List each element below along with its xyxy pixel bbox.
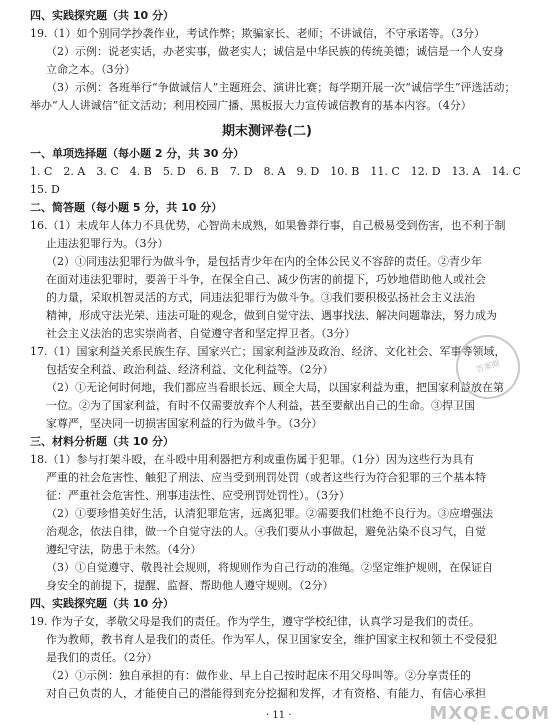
answer-line: 止违法犯罪行为。（3分） <box>46 237 169 250</box>
answer-stamp: 答案圈 <box>448 327 529 408</box>
answer-line: 治观念，依法自律，做一个自觉守法的人。④我们要从小事做起，避免沾染不良习气，自觉 <box>46 525 486 538</box>
answer-line: （3）①自觉遵守、敬畏社会规则，将规则作为自己行动的准绳。②坚定维护规则，在保证自 <box>46 561 493 574</box>
answer-line: 家尊严，坚决同一切损害国家利益的行为做斗争。（3分） <box>46 417 323 430</box>
answer-line: 身安全的前提下，提醒、监督、帮助他人遵守规则。（2分） <box>46 579 334 592</box>
answer-line: 18.（1）参与打架斗殴，在斗殴中用利器把方利或重伤属于犯罪。（1分）因为这些行为具有 <box>30 453 474 466</box>
answer-line: 对自己负责的人，才能使自己的潜能得到充分挖掘和发挥，才有资格、有能力、有信心承担 <box>46 687 486 700</box>
answer-line: （2）①示例：独自承担的有：做作业、早上自己按时起床不用父母叫等。②分享责任的 <box>46 669 471 682</box>
answer-line: （3）示例：各班举行“争做诚信人”主题班会、演讲比赛；每学期开展一次“诚信学生”评选活动； <box>46 81 516 94</box>
watermark-logo: MXQE.COM <box>429 703 550 724</box>
section-heading: 二、简答题（每小题 5 分，共 10 分） <box>30 201 223 214</box>
answer-line: 征：严重社会危害性、刑事违法性、应受刑罚处罚性）。（3分） <box>46 489 350 502</box>
answer-line: 作为教师，教书育人是我们的责任。作为军人，保卫国家安全，维护国家主权和领土不受侵犯 <box>46 633 497 646</box>
answer-line: 社会主义法治的忠实崇尚者、自觉遵守者和坚定捍卫者。（3分） <box>46 327 356 340</box>
answer-line: 立命之本。（3分） <box>46 63 136 76</box>
answer-line: 的力量，采取机智灵活的方式，同违法犯罪行为做斗争。③我们要积极弘扬社会主义法治 <box>46 291 475 304</box>
answer-line: 1. C 2. A 3. C 4. B 5. D 6. B 7. D 8. A 9. D 10. B 11. C 12. D 13. A 14. C <box>30 165 521 178</box>
answer-line: （2）示例：说老实话，办老实事，做老实人；诚信是中华民族的传统美德；诚信是一个人安身 <box>46 45 504 58</box>
answer-line: （2）①无论何时何地，我们都应当看眼长远、顾全大局，以国家利益为重，把国家利益放在第 <box>46 381 504 394</box>
answer-line: （2）①同违法犯罪行为做斗争，是包括青少年在内的全体公民义不容辞的责任。②青少年 <box>46 255 482 268</box>
exam-title: 期末测评卷(二) <box>222 124 312 139</box>
answer-line: 举办“人人讲诚信”征文活动；利用校园广播、黑板报大力宣传诚信教育的基本内容。（4分） <box>30 99 472 112</box>
answer-line: 精神，形成守法光荣、违法可耻的观念，做到自觉守法、遇事找法、解决问题靠法，努力成为 <box>46 309 497 322</box>
answer-line: 遵纪守法，防患于未然。（4分） <box>46 543 202 556</box>
answer-line: 一位。②为了国家利益，有时不仅需要放弃个人利益，甚至要献出自己的生命。③捍卫国 <box>46 399 475 412</box>
answer-line: 在面对违法犯罪时，要善于斗争，在保全自己、减少伤害的前提下，巧妙地借助他人或社会 <box>46 273 486 286</box>
answer-line: 包括安全利益、政治利益、经济利益、文化利益等。（2分） <box>46 363 334 376</box>
answer-line: 15. D <box>30 183 60 196</box>
answer-line: （2）①要珍惜美好生活，认清犯罪危害，远离犯罪。②需要我们杜绝不良行为。③应增强法 <box>46 507 493 520</box>
answer-line: 是我们的责任。（2分） <box>46 651 158 664</box>
section-heading: 三、材料分析题（共 10 分） <box>30 435 174 448</box>
section-heading: 一、单项选择题（每小题 2 分，共 30 分） <box>30 147 245 160</box>
section-heading: 四、实践探究题（共 10 分） <box>30 9 174 22</box>
answer-line: 19. 作为子女，孝敬父母是我们的责任。作为学生，遵守学校纪律，认真学习是我们的责任。 <box>30 615 480 628</box>
answer-line: 17.（1）国家利益关系民族生存、国家兴亡；国家利益涉及政治、经济、文化社会、军事等领域， <box>30 345 506 358</box>
page-number: · 11 · <box>266 710 292 721</box>
answer-line: 19.（1）如个别同学抄袭作业，考试作弊；欺骗家长、老师；不讲诚信，不守承诺等。（3分） <box>30 27 485 40</box>
answer-line: 16.（1）未成年人体力不具优势，心智尚未成熟，如果鲁莽行事，自己极易受到伤害，也不利于制 <box>30 219 506 232</box>
section-heading: 四、实践探究题（共 10 分） <box>30 597 174 610</box>
answer-line: 严重的社会危害性、触犯了刑法、应当受到刑罚处罚（或者这些行为符合犯罪的三个基本特 <box>46 471 486 484</box>
